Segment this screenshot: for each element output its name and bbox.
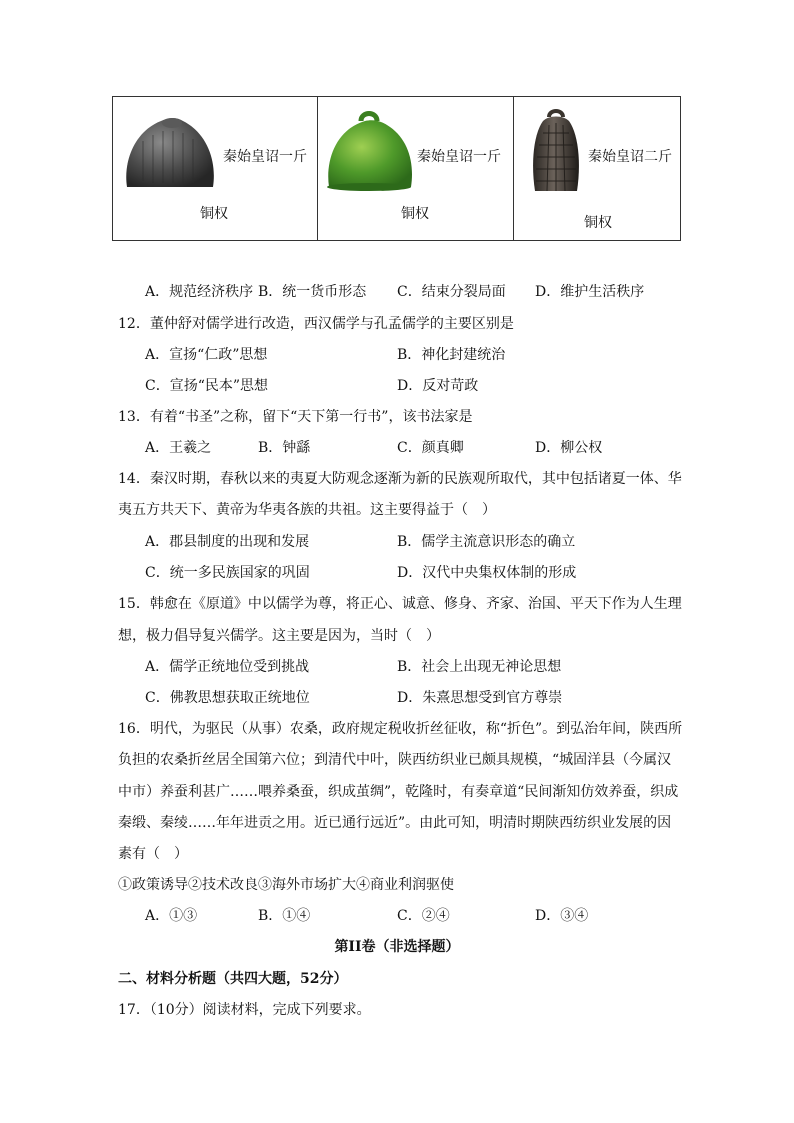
q15-option-c: C．佛教思想获取正统地位 bbox=[145, 690, 310, 706]
q12-option-a: A．宣扬“仁政”思想 bbox=[145, 347, 268, 363]
table-divider bbox=[513, 97, 514, 240]
bronze-weight-image-3 bbox=[523, 105, 589, 193]
weight-label-2: 铜权 bbox=[401, 206, 429, 222]
q16-items: ①政策诱导②技术改良③海外市场扩大④商业利润驱使 bbox=[118, 877, 454, 893]
weight-caption-1: 秦始皇诏一斤 bbox=[223, 149, 307, 165]
q12-option-d: D．反对苛政 bbox=[397, 378, 479, 394]
weight-label-3: 铜权 bbox=[584, 215, 612, 231]
q16-stem-line3: 中市）养蚕利甚广……喂养桑蚕，织成茧绸”，乾隆时，有奏章道“民间渐知仿效养蚕，织成 bbox=[118, 784, 679, 800]
q16-option-d: D．③④ bbox=[535, 908, 589, 924]
q13-option-c: C．颜真卿 bbox=[397, 440, 464, 456]
q13-stem: 13．有着“书圣”之称，留下“天下第一行书”，该书法家是 bbox=[118, 409, 473, 425]
q14-option-d: D．汉代中央集权体制的形成 bbox=[397, 565, 577, 581]
q11-option-d: D．维护生活秩序 bbox=[535, 284, 645, 300]
image-table bbox=[112, 96, 681, 241]
q16-option-c: C．②④ bbox=[397, 908, 450, 924]
q14-stem-line2: 夷五方共天下、黄帝为华夷各族的共祖。这主要得益于（ ） bbox=[118, 502, 496, 518]
q14-option-b: B．儒学主流意识形态的确立 bbox=[397, 534, 576, 550]
q15-stem-line1: 15．韩愈在《原道》中以儒学为尊，将正心、诚意、修身、齐家、治国、平天下作为人生理 bbox=[118, 596, 682, 612]
bronze-weight-image-1 bbox=[121, 111, 217, 191]
q14-option-c: C．统一多民族国家的巩固 bbox=[145, 565, 310, 581]
part2-title: 第II卷（非选择题） bbox=[334, 939, 460, 955]
q11-option-a: A．规范经济秩序 bbox=[145, 284, 254, 300]
section2-heading: 二、材料分析题（共四大题，52分） bbox=[118, 971, 348, 987]
q16-stem-line2: 负担的农桑折丝居全国第六位；到清代中叶，陕西纺织业已颇具规模，“城固洋县（今属汉 bbox=[118, 752, 672, 768]
weight-caption-3: 秦始皇诏二斤 bbox=[588, 149, 672, 165]
q13-option-a: A．王羲之 bbox=[145, 440, 212, 456]
q12-option-b: B．神化封建统治 bbox=[397, 347, 506, 363]
q16-option-b: B．①④ bbox=[258, 908, 311, 924]
table-divider bbox=[317, 97, 318, 240]
q17-stem: 17．（10分）阅读材料，完成下列要求。 bbox=[118, 1002, 371, 1018]
q13-option-d: D．柳公权 bbox=[535, 440, 603, 456]
q11-option-b: B．统一货币形态 bbox=[258, 284, 367, 300]
q14-option-a: A．郡县制度的出现和发展 bbox=[145, 534, 310, 550]
q16-stem-line1: 16．明代，为驱民（从事）农桑，政府规定税收折丝征收，称“折色”。到弘治年间，陕西所 bbox=[118, 721, 683, 737]
q15-option-b: B．社会上出现无神论思想 bbox=[397, 659, 562, 675]
q16-option-a: A．①③ bbox=[145, 908, 198, 924]
bronze-weight-image-2 bbox=[323, 105, 415, 193]
q14-stem-line1: 14．秦汉时期，春秋以来的夷夏大防观念逐渐为新的民族观所取代，其中包括诸夏一体、华 bbox=[118, 471, 682, 487]
q15-option-a: A．儒学正统地位受到挑战 bbox=[145, 659, 310, 675]
q11-option-c: C．结束分裂局面 bbox=[397, 284, 506, 300]
q15-stem-line2: 想，极力倡导复兴儒学。这主要是因为，当时（ ） bbox=[118, 628, 440, 644]
q13-option-b: B．钟繇 bbox=[258, 440, 311, 456]
q16-stem-line5: 素有（ ） bbox=[118, 846, 188, 862]
q15-option-d: D．朱熹思想受到官方尊崇 bbox=[397, 690, 563, 706]
q12-option-c: C．宣扬“民本”思想 bbox=[145, 378, 269, 394]
q12-stem: 12．董仲舒对儒学进行改造，西汉儒学与孔孟儒学的主要区别是 bbox=[118, 316, 514, 332]
q16-stem-line4: 秦缎、秦绫……年年进贡之用。近已通行远近”。由此可知，明清时期陕西纺织业发展的因 bbox=[118, 815, 672, 831]
weight-caption-2: 秦始皇诏一斤 bbox=[417, 149, 501, 165]
weight-label-1: 铜权 bbox=[200, 206, 228, 222]
